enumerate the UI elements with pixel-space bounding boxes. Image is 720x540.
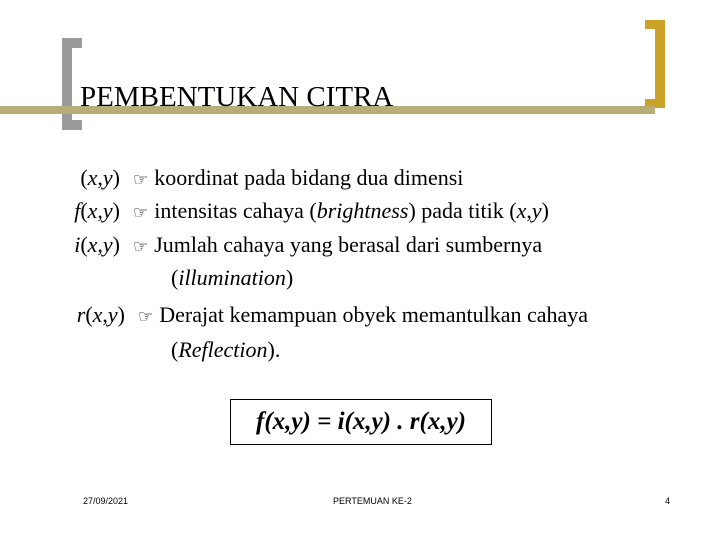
formula-box bbox=[230, 399, 492, 445]
footer-page-number: 4 bbox=[665, 496, 671, 506]
formula-text: f(x,y) = i(x,y) . r(x,y) bbox=[256, 408, 466, 435]
footer-date: 27/09/2021 bbox=[83, 496, 129, 506]
footer-center: PERTEMUAN KE-2 bbox=[333, 496, 412, 506]
definition-label: i(x,y) bbox=[74, 232, 120, 257]
definition-continuation: (Reflection). bbox=[171, 337, 281, 362]
definition-text: koordinat pada bidang dua dimensi bbox=[154, 165, 464, 190]
definition-label: r(x,y) bbox=[76, 302, 125, 327]
definition-label: (x,y) bbox=[80, 165, 120, 190]
definition-text: Derajat kemampuan obyek memantulkan cahaya bbox=[159, 302, 589, 327]
definition-text: intensitas cahaya (brightness) pada titik (x,y) bbox=[154, 198, 549, 223]
definition-continuation: (illumination) bbox=[171, 265, 294, 290]
pointing-hand-icon: ☞ bbox=[138, 307, 154, 327]
slide-title: PEMBENTUKAN CITRA bbox=[80, 81, 394, 113]
definition-text: Jumlah cahaya yang berasal dari sumbernya bbox=[154, 232, 543, 257]
pointing-hand-icon: ☞ bbox=[133, 170, 149, 190]
pointing-hand-icon: ☞ bbox=[133, 237, 149, 257]
definition-label: f(x,y) bbox=[74, 198, 120, 223]
pointing-hand-icon: ☞ bbox=[133, 203, 149, 223]
